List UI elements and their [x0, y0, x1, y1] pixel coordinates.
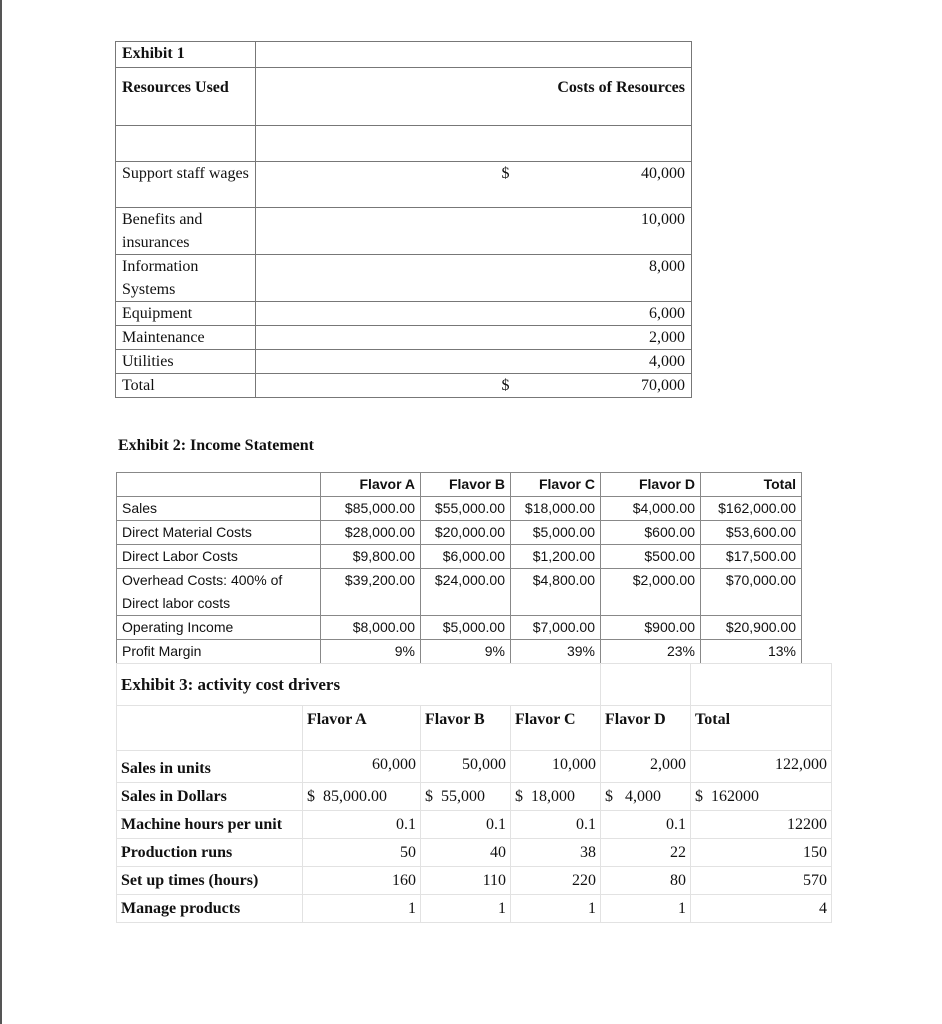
row-label: Sales	[117, 497, 321, 521]
cell-value: 220	[511, 867, 601, 895]
resource-cost: 6,000	[516, 302, 692, 326]
exhibit3-row	[117, 839, 832, 867]
resource-label: Utilities	[116, 350, 256, 374]
cell-value: $1,200.00	[511, 545, 601, 569]
resource-label: Support staff wages	[116, 162, 256, 208]
column-header: Flavor B	[421, 473, 511, 497]
resources-header: Resources Used	[116, 68, 256, 126]
column-header	[117, 706, 303, 751]
cell-value: $2,000.00	[601, 569, 701, 616]
exhibit2-row	[117, 569, 802, 616]
cell-value: 10,000	[511, 751, 601, 783]
resource-cost: 8,000	[516, 255, 692, 302]
cell-value: 50	[303, 839, 421, 867]
cell-value: 9%	[321, 640, 421, 664]
dollar-sign	[256, 208, 516, 255]
cell-value: 38	[511, 839, 601, 867]
exhibit2-header-row	[117, 473, 802, 497]
cell-value: 1	[421, 895, 511, 923]
cell-value: $ 162000	[691, 783, 832, 811]
cell-value: 4	[691, 895, 832, 923]
exhibit3-row	[117, 811, 832, 839]
cell-value: 9%	[421, 640, 511, 664]
row-label: Profit Margin	[117, 640, 321, 664]
cell-value: $20,000.00	[421, 521, 511, 545]
dollar-sign: $	[256, 374, 516, 398]
cell-value: $ 85,000.00	[303, 783, 421, 811]
resource-label: Total	[116, 374, 256, 398]
exhibit2-row	[117, 545, 802, 569]
cell-value: 80	[601, 867, 691, 895]
exhibit2-title: Exhibit 2: Income Statement	[118, 437, 314, 454]
column-header: Flavor A	[321, 473, 421, 497]
cell-value: 12200	[691, 811, 832, 839]
cell-value: $4,000.00	[601, 497, 701, 521]
cell-value: 110	[421, 867, 511, 895]
cell-value: $6,000.00	[421, 545, 511, 569]
cell-value: 2,000	[601, 751, 691, 783]
exhibit2-row	[117, 616, 802, 640]
column-header: Total	[691, 706, 832, 751]
exhibit3-row	[117, 895, 832, 923]
cell-value: 39%	[511, 640, 601, 664]
cell-value: $ 4,000	[601, 783, 691, 811]
cell-value: $5,000.00	[421, 616, 511, 640]
costs-header: Costs of Resources	[256, 68, 692, 126]
cell-value: 0.1	[303, 811, 421, 839]
exhibit3-row	[117, 867, 832, 895]
cell-value: $600.00	[601, 521, 701, 545]
cell-value: $7,000.00	[511, 616, 601, 640]
exhibit1-row	[116, 302, 692, 326]
cell-value: $85,000.00	[321, 497, 421, 521]
row-label: Machine hours per unit	[117, 811, 303, 839]
cell-value: 0.1	[421, 811, 511, 839]
resource-label: Maintenance	[116, 326, 256, 350]
resource-label: Equipment	[116, 302, 256, 326]
cell-value: $39,200.00	[321, 569, 421, 616]
cell-value: $53,600.00	[701, 521, 802, 545]
cell-value: $24,000.00	[421, 569, 511, 616]
column-header: Flavor C	[511, 473, 601, 497]
cell-value: 0.1	[601, 811, 691, 839]
exhibit2-table	[116, 472, 802, 664]
row-label: Manage products	[117, 895, 303, 923]
cell-value: $17,500.00	[701, 545, 802, 569]
cell-value: $18,000.00	[511, 497, 601, 521]
cell-value: $ 18,000	[511, 783, 601, 811]
cell-value: 160	[303, 867, 421, 895]
exhibit1-row	[116, 350, 692, 374]
column-header: Total	[701, 473, 802, 497]
resource-cost: 4,000	[516, 350, 692, 374]
cell-value: $28,000.00	[321, 521, 421, 545]
exhibit2-row	[117, 640, 802, 664]
cell-value: 40	[421, 839, 511, 867]
cell-value: $70,000.00	[701, 569, 802, 616]
cell-value: $900.00	[601, 616, 701, 640]
row-label: Operating Income	[117, 616, 321, 640]
row-label: Direct Labor Costs	[117, 545, 321, 569]
exhibit3-row	[117, 783, 832, 811]
cell-value: 13%	[701, 640, 802, 664]
column-header: Flavor C	[511, 706, 601, 751]
row-label: Overhead Costs: 400% of Direct labor costs	[117, 569, 321, 616]
cell-value: 1	[511, 895, 601, 923]
cell-value: 50,000	[421, 751, 511, 783]
column-header: Flavor D	[601, 706, 691, 751]
dollar-sign	[256, 326, 516, 350]
cell-value: $162,000.00	[701, 497, 802, 521]
exhibit3-row	[117, 751, 832, 783]
exhibit1-title: Exhibit 1	[116, 42, 256, 68]
exhibit1-row	[116, 208, 692, 255]
cell-value: 122,000	[691, 751, 832, 783]
resource-label: Benefits and insurances	[116, 208, 256, 255]
exhibit1-row	[116, 162, 692, 208]
column-header: Flavor B	[421, 706, 511, 751]
cell-value: 22	[601, 839, 691, 867]
cell-value: 1	[303, 895, 421, 923]
dollar-sign	[256, 255, 516, 302]
cell-value: $5,000.00	[511, 521, 601, 545]
cell-value: 60,000	[303, 751, 421, 783]
exhibit1-row	[116, 374, 692, 398]
exhibit1-row	[116, 255, 692, 302]
cell-value: $ 55,000	[421, 783, 511, 811]
row-label: Sales in Dollars	[117, 783, 303, 811]
exhibit3-table	[116, 663, 832, 923]
cell-value: 0.1	[511, 811, 601, 839]
cell-value: $20,900.00	[701, 616, 802, 640]
exhibit1-table	[115, 41, 692, 398]
column-header	[117, 473, 321, 497]
exhibit2-row	[117, 497, 802, 521]
exhibit2-row	[117, 521, 802, 545]
resource-cost: 2,000	[516, 326, 692, 350]
row-label: Set up times (hours)	[117, 867, 303, 895]
cell-value: $4,800.00	[511, 569, 601, 616]
cell-value: 570	[691, 867, 832, 895]
exhibit3-header-row	[117, 706, 832, 751]
resource-cost: 10,000	[516, 208, 692, 255]
column-header: Flavor A	[303, 706, 421, 751]
resource-cost: 70,000	[516, 374, 692, 398]
exhibit1-row	[116, 326, 692, 350]
row-label: Production runs	[117, 839, 303, 867]
resource-cost: 40,000	[516, 162, 692, 208]
cell-value: $9,800.00	[321, 545, 421, 569]
cell-value: $55,000.00	[421, 497, 511, 521]
cell-value: $500.00	[601, 545, 701, 569]
cell-value: 1	[601, 895, 691, 923]
cell-value: 150	[691, 839, 832, 867]
dollar-sign	[256, 302, 516, 326]
cell-value: 23%	[601, 640, 701, 664]
exhibit3-title: Exhibit 3: activity cost drivers	[117, 664, 601, 706]
resource-label: Information Systems	[116, 255, 256, 302]
column-header: Flavor D	[601, 473, 701, 497]
cell-value: $8,000.00	[321, 616, 421, 640]
page-edge	[0, 0, 2, 1024]
dollar-sign	[256, 350, 516, 374]
row-label: Direct Material Costs	[117, 521, 321, 545]
dollar-sign: $	[256, 162, 516, 208]
row-label: Sales in units	[117, 751, 303, 783]
